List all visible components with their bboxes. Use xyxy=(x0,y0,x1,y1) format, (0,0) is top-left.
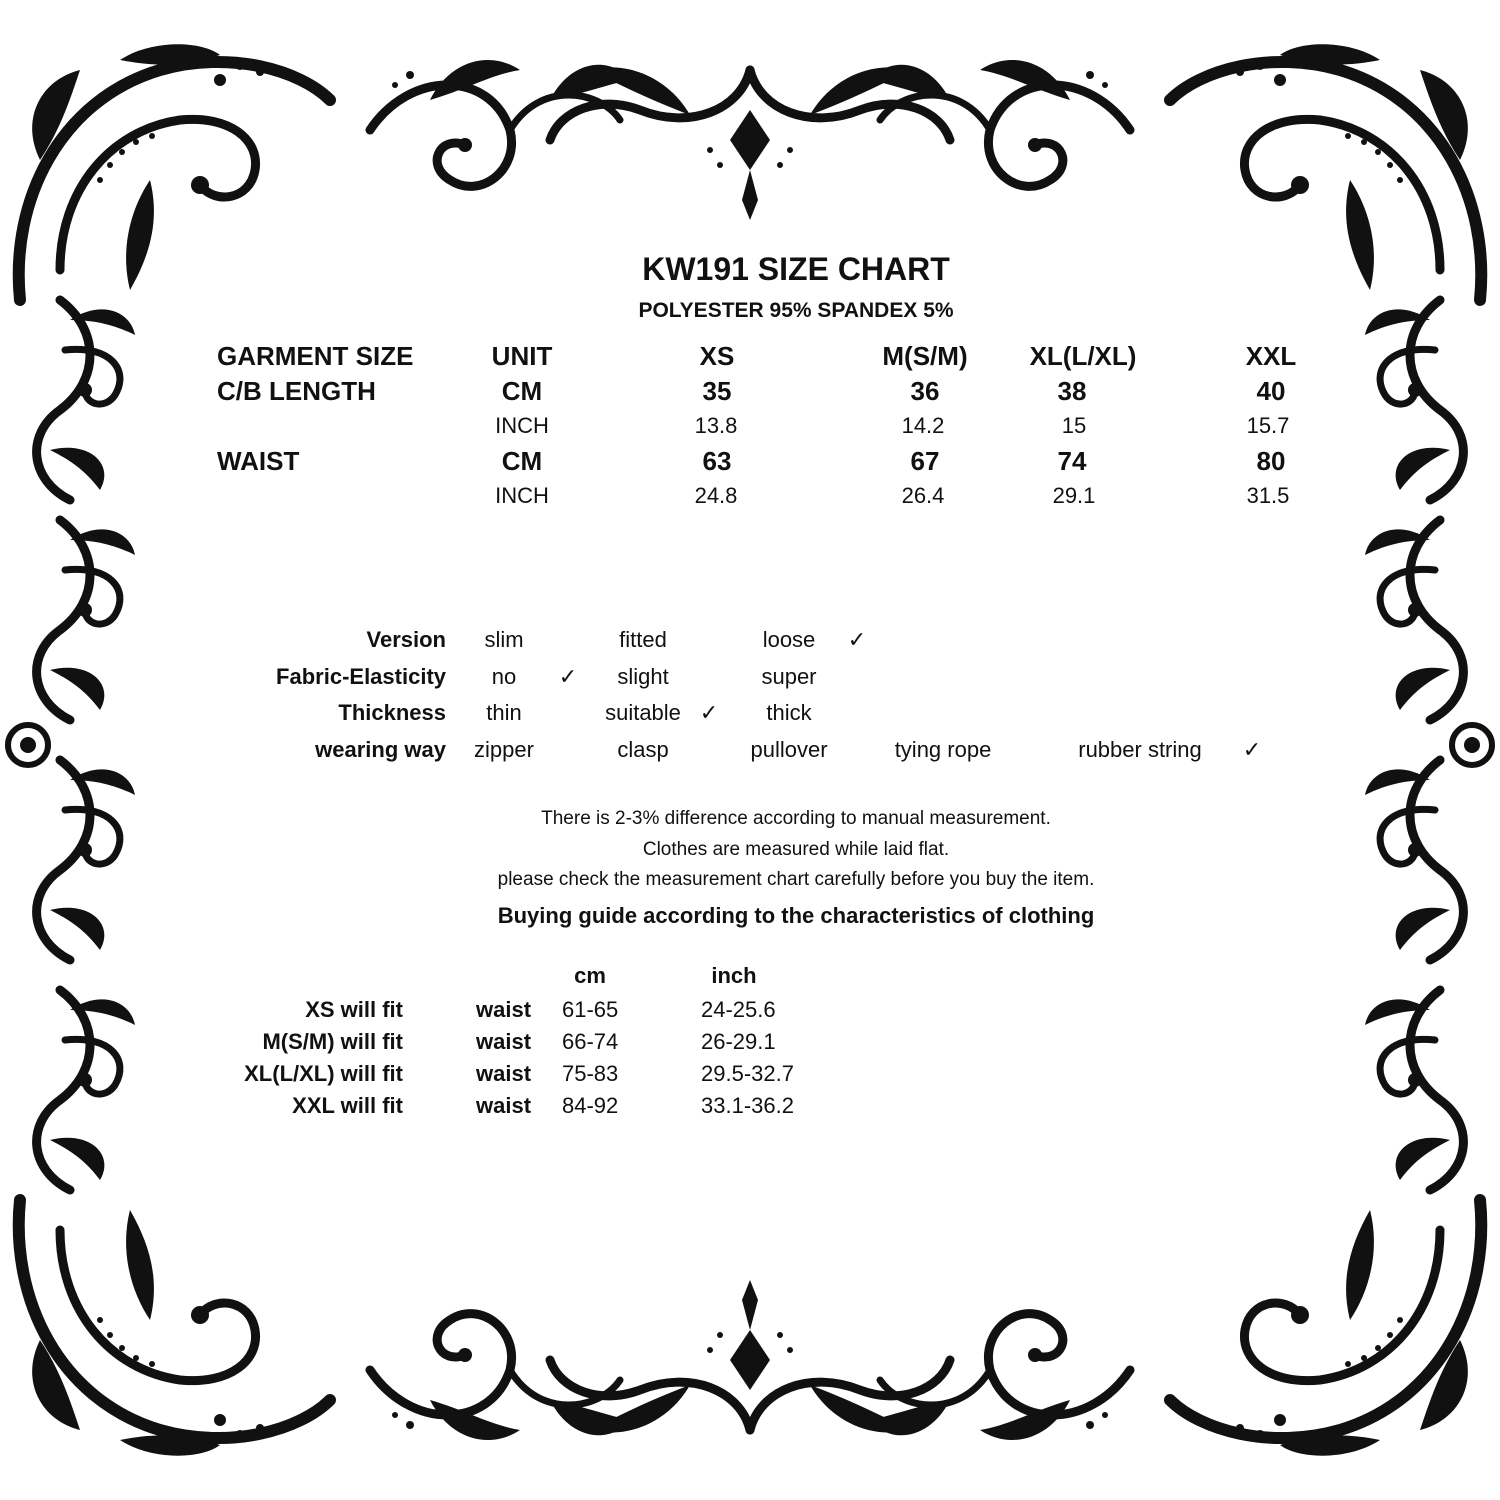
version-check-icon: ✓ xyxy=(847,627,867,652)
note-measurement-difference: There is 2-3% difference according to manual measurement. xyxy=(541,808,1051,829)
wearing-option-tying-rope: tying rope xyxy=(894,737,992,762)
wearing-option-rubber-string: rubber string xyxy=(1078,737,1202,762)
note-check-chart: please check the measurement chart carefully before you buy the item. xyxy=(497,869,1095,890)
waist-cm-xxl: 80 xyxy=(1256,446,1286,476)
thickness-option-thick: thick xyxy=(766,700,812,725)
header-size-m: M(S/M) xyxy=(882,341,968,371)
row-unit-cm: CM xyxy=(501,376,543,406)
guide-inch-xl: 29.5-32.7 xyxy=(701,1061,794,1086)
header-size-xs: XS xyxy=(699,341,735,371)
row-unit-inch: INCH xyxy=(495,413,549,438)
header-size-xxl: XXL xyxy=(1245,341,1297,371)
header-garment-size: GARMENT SIZE xyxy=(217,341,414,371)
length-cm-xl: 38 xyxy=(1057,376,1087,406)
waist-unit-inch: INCH xyxy=(495,483,549,508)
guide-header-inch: inch xyxy=(711,963,757,988)
guide-cm-xl: 75-83 xyxy=(562,1061,619,1086)
guide-size-xxl: XXL will fit xyxy=(292,1093,403,1118)
guide-cm-m: 66-74 xyxy=(562,1029,619,1054)
guide-size-xs: XS will fit xyxy=(305,997,403,1022)
waist-cm-xl: 74 xyxy=(1057,446,1087,476)
row-label-waist: WAIST xyxy=(217,446,300,476)
waist-unit-cm: CM xyxy=(501,446,543,476)
guide-cm-xs: 61-65 xyxy=(562,997,619,1022)
buying-guide-title: Buying guide according to the characteristics of clothing xyxy=(497,903,1095,928)
thickness-check-icon: ✓ xyxy=(699,700,719,725)
guide-inch-m: 26-29.1 xyxy=(701,1029,776,1054)
wearing-option-zipper: zipper xyxy=(474,737,534,762)
wearing-option-clasp: clasp xyxy=(617,737,669,762)
version-option-loose: loose xyxy=(762,627,816,652)
attr-label-wearing-way: wearing way xyxy=(315,737,446,762)
row-label-length: C/B LENGTH xyxy=(217,376,376,406)
guide-part-xs: waist xyxy=(476,997,532,1022)
note-laid-flat: Clothes are measured while laid flat. xyxy=(642,839,950,860)
guide-inch-xxl: 33.1-36.2 xyxy=(701,1093,794,1118)
thickness-option-suitable: suitable xyxy=(605,700,681,725)
waist-inch-xs: 24.8 xyxy=(694,483,738,508)
length-cm-m: 36 xyxy=(910,376,940,406)
elasticity-option-super: super xyxy=(761,664,817,689)
wearing-check-icon: ✓ xyxy=(1242,737,1262,762)
guide-header-cm: cm xyxy=(574,963,606,988)
guide-part-m: waist xyxy=(476,1029,532,1054)
waist-cm-xs: 63 xyxy=(702,446,732,476)
version-option-slim: slim xyxy=(484,627,524,652)
guide-part-xxl: waist xyxy=(476,1093,532,1118)
waist-inch-xxl: 31.5 xyxy=(1246,483,1290,508)
guide-size-xl: XL(L/XL) will fit xyxy=(244,1061,403,1086)
attr-label-elasticity: Fabric-Elasticity xyxy=(276,664,446,689)
waist-inch-xl: 29.1 xyxy=(1052,483,1096,508)
attr-label-version: Version xyxy=(366,627,446,652)
guide-cm-xxl: 84-92 xyxy=(562,1093,619,1118)
elasticity-option-no: no xyxy=(491,664,517,689)
length-cm-xxl: 40 xyxy=(1256,376,1286,406)
guide-part-xl: waist xyxy=(476,1061,532,1086)
chart-title: KW191 SIZE CHART xyxy=(642,251,950,287)
guide-size-m: M(S/M) will fit xyxy=(262,1029,403,1054)
attr-label-thickness: Thickness xyxy=(338,700,446,725)
fabric-subtitle: POLYESTER 95% SPANDEX 5% xyxy=(638,299,954,322)
wearing-option-pullover: pullover xyxy=(750,737,828,762)
length-cm-xs: 35 xyxy=(702,376,732,406)
thickness-option-thin: thin xyxy=(486,700,522,725)
length-inch-xl: 15 xyxy=(1061,413,1087,438)
length-inch-xs: 13.8 xyxy=(694,413,738,438)
elasticity-option-slight: slight xyxy=(617,664,669,689)
waist-inch-m: 26.4 xyxy=(901,483,945,508)
length-inch-xxl: 15.7 xyxy=(1246,413,1290,438)
guide-inch-xs: 24-25.6 xyxy=(701,997,776,1022)
length-inch-m: 14.2 xyxy=(901,413,945,438)
header-size-xl: XL(L/XL) xyxy=(1029,341,1137,371)
waist-cm-m: 67 xyxy=(910,446,940,476)
version-option-fitted: fitted xyxy=(619,627,667,652)
header-unit: UNIT xyxy=(491,341,553,371)
elasticity-check-icon: ✓ xyxy=(558,664,578,689)
